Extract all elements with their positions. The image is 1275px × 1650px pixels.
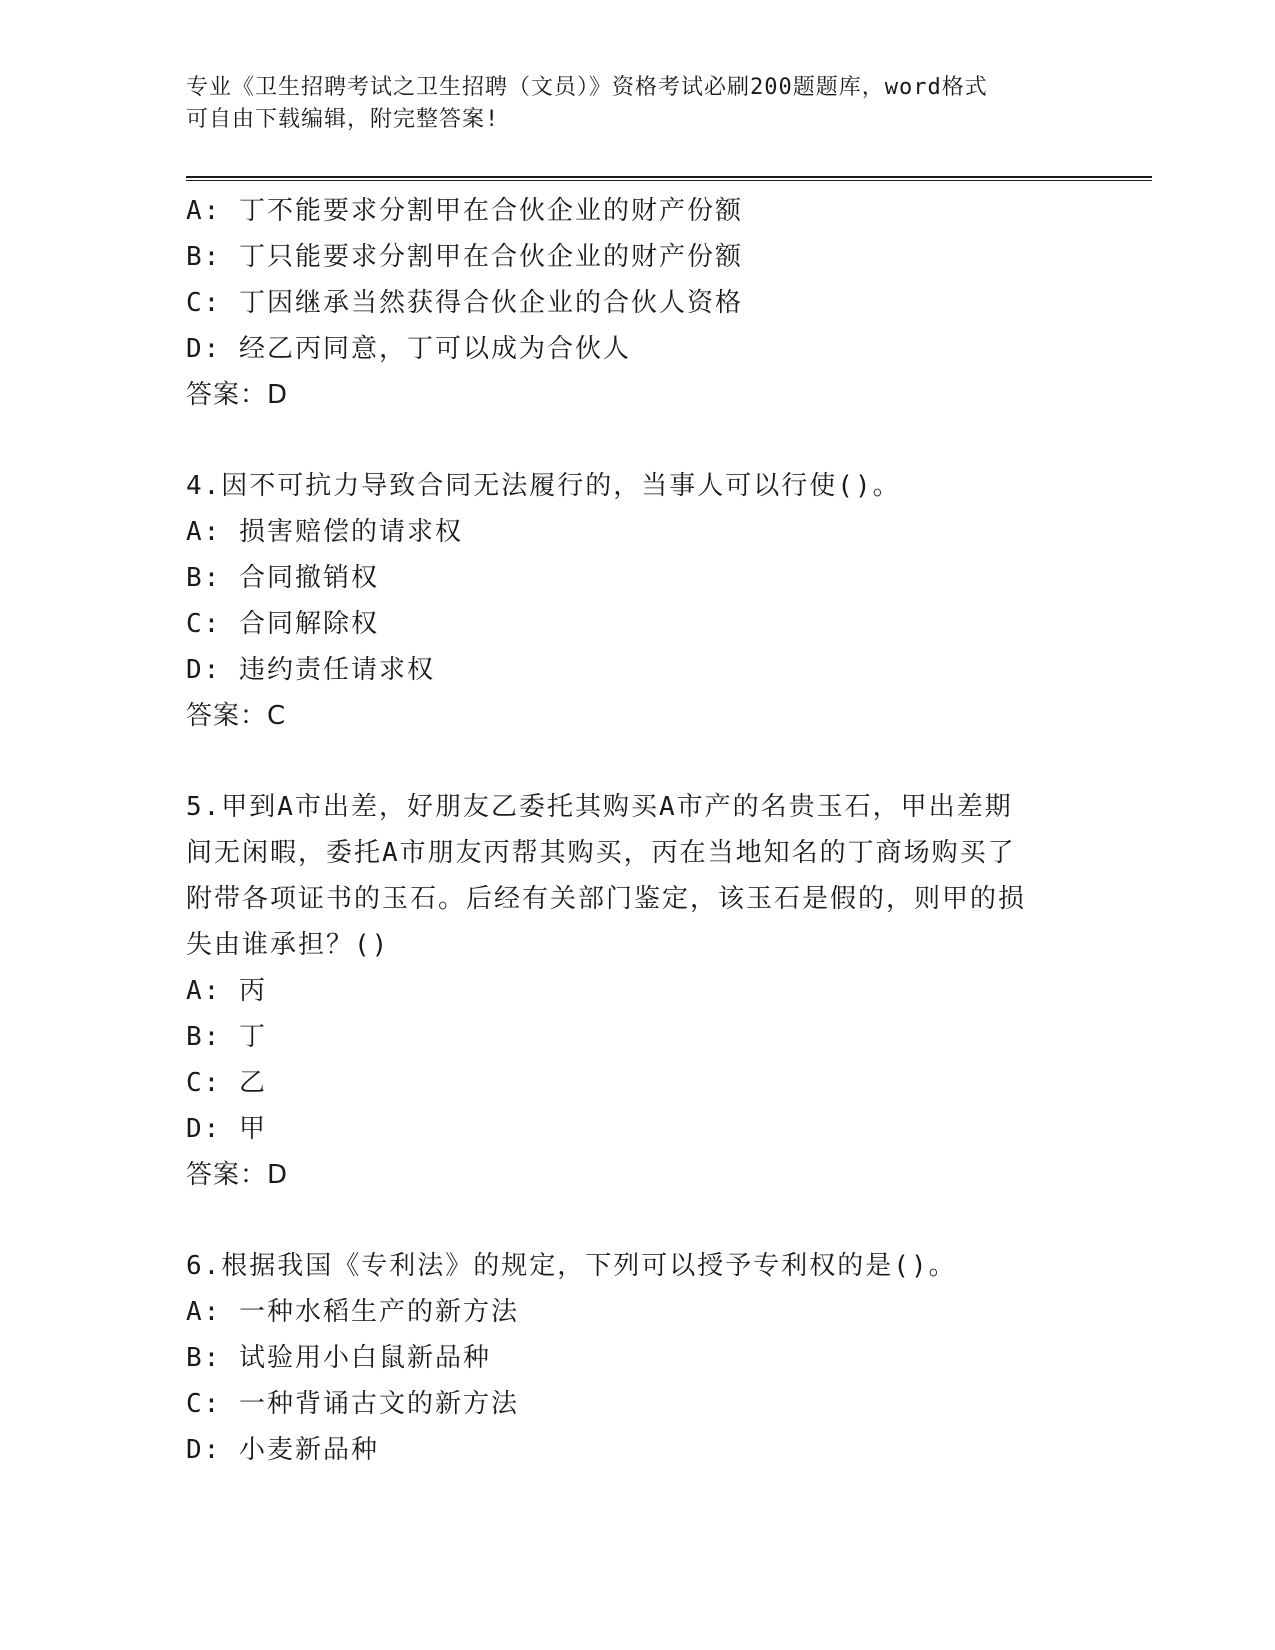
answer: 答案：C [186, 701, 287, 731]
option-c: C: 合同解除权 [186, 609, 379, 639]
question-stem-line: 附带各项证书的玉石。后经有关部门鉴定，该玉石是假的，则甲的损 [186, 884, 1027, 914]
answer: 答案：D [186, 1160, 289, 1190]
question-stem: 6.根据我国《专利法》的规定，下列可以授予专利权的是()。 [186, 1251, 957, 1281]
option-c: C: 一种背诵古文的新方法 [186, 1389, 519, 1419]
question-stem-line: 间无闲暇，委托A市朋友丙帮其购买，丙在当地知名的丁商场购买了 [186, 838, 1016, 868]
question-3 [186, 188, 1086, 418]
option-d: D: 经乙丙同意，丁可以成为合伙人 [186, 334, 631, 364]
option-a: A: 丁不能要求分割甲在合伙企业的财产份额 [186, 196, 743, 226]
header-line-2: 可自由下载编辑，附完整答案! [186, 107, 500, 132]
option-d: D: 违约责任请求权 [186, 655, 435, 685]
option-c: C: 乙 [186, 1068, 267, 1098]
option-d: D: 小麦新品种 [186, 1435, 379, 1465]
answer: 答案：D [186, 380, 289, 410]
option-a: A: 丙 [186, 976, 267, 1006]
question-5 [186, 784, 1086, 1198]
question-stem-line: 5.甲到A市出差，好朋友乙委托其购买A市产的名贵玉石，甲出差期 [186, 792, 1013, 822]
document-header [186, 72, 1066, 136]
question-stem: 4.因不可抗力导致合同无法履行的，当事人可以行使()。 [186, 471, 901, 501]
question-list [186, 188, 1086, 1473]
option-b: B: 合同撤销权 [186, 563, 379, 593]
option-b: B: 丁只能要求分割甲在合伙企业的财产份额 [186, 242, 743, 272]
option-d: D: 甲 [186, 1114, 267, 1144]
option-b: B: 丁 [186, 1022, 267, 1052]
option-a: A: 损害赔偿的请求权 [186, 517, 463, 547]
header-divider [186, 176, 1152, 181]
question-stem-line: 失由谁承担？() [186, 930, 390, 960]
header-line-1: 专业《卫生招聘考试之卫生招聘（文员）》资格考试必刷200题题库，word格式 [186, 75, 988, 100]
option-a: A: 一种水稻生产的新方法 [186, 1297, 519, 1327]
option-b: B: 试验用小白鼠新品种 [186, 1343, 491, 1373]
question-4 [186, 463, 1086, 739]
option-c: C: 丁因继承当然获得合伙企业的合伙人资格 [186, 288, 743, 318]
question-6 [186, 1243, 1086, 1473]
